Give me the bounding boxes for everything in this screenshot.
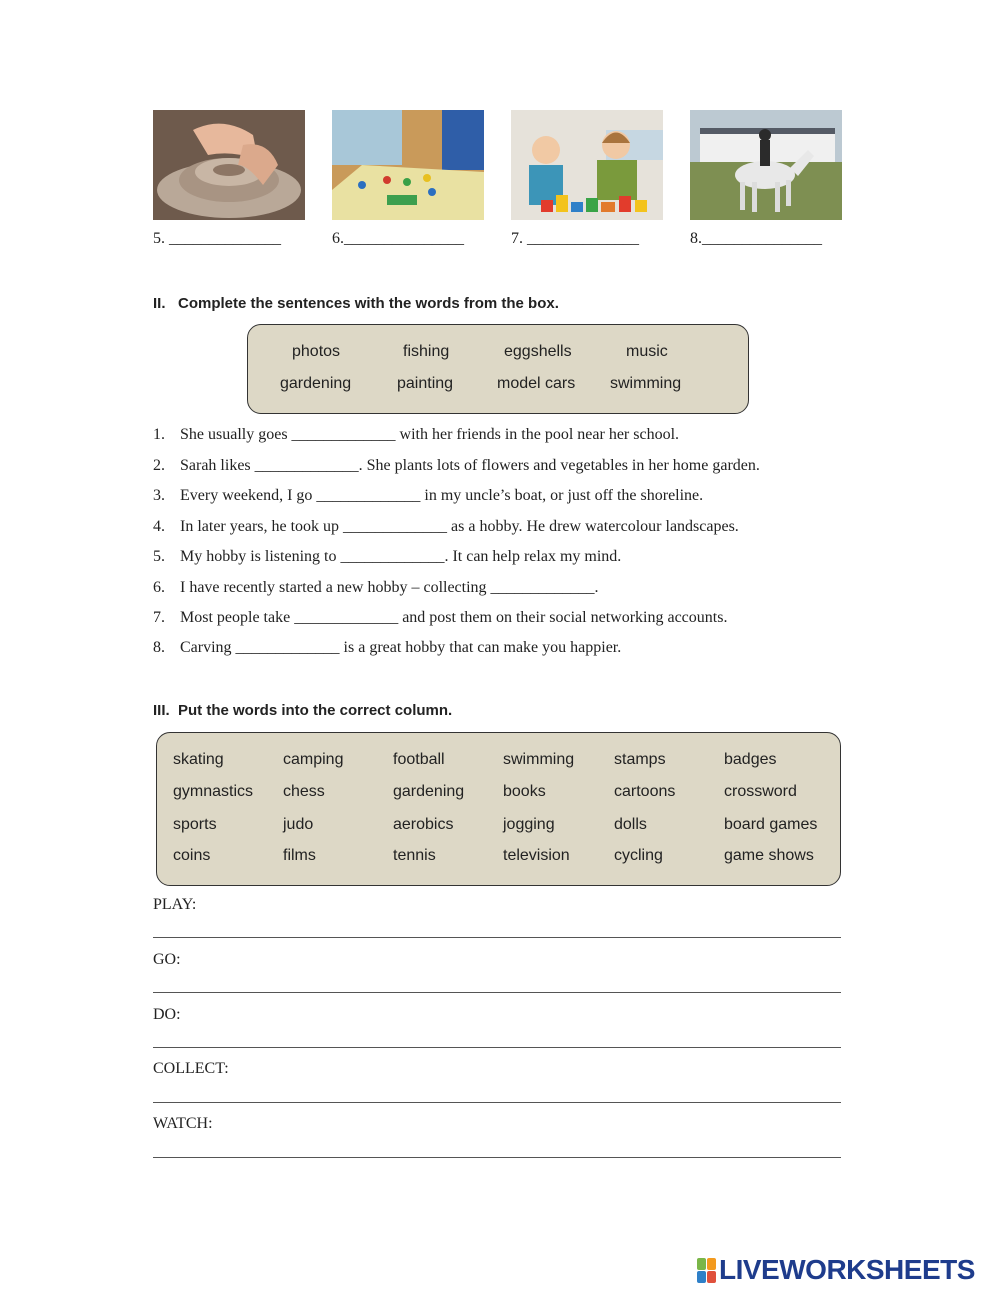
image-7-blank[interactable]: ______________ [523, 230, 639, 247]
word-box-item: football [393, 751, 445, 768]
image-6-label: 6._______________ [332, 230, 464, 247]
word-box-item: stamps [614, 751, 666, 768]
category-do: DO: [153, 1006, 181, 1023]
word-box-item: badges [724, 751, 777, 768]
sentence-5[interactable]: 5. My hobby is listening to _____________. It can help relax my mind. [153, 548, 622, 565]
word-box-item: photos [292, 343, 341, 360]
word-box-item: skating [173, 751, 224, 768]
image-5-blank[interactable]: ______________ [165, 230, 281, 247]
sentence-8[interactable]: 8. Carving _____________ is a great hobby that can make you happier. [153, 639, 622, 656]
sentence-2[interactable]: 2. Sarah likes _____________. She plants lots of flowers and vegetables in her home garden. [153, 457, 760, 474]
word-box-item: game shows [724, 847, 814, 864]
word-box-item: board games [724, 816, 818, 833]
word-box-item: swimming [503, 751, 575, 768]
sentence-3[interactable]: 3. Every weekend, I go _____________ in my uncle’s boat, or just off the shoreline. [153, 487, 704, 504]
section-3-word-box [156, 732, 841, 886]
word-box-item: tennis [393, 847, 436, 864]
board-game-image [332, 110, 484, 220]
word-box-item: coins [173, 847, 211, 864]
word-box-item: sports [173, 816, 217, 833]
word-box-item: fishing [403, 343, 450, 360]
answer-line-collect[interactable] [153, 1102, 841, 1103]
horse-riding-image [690, 110, 842, 220]
word-box-item: television [503, 847, 570, 864]
category-go: GO: [153, 951, 181, 968]
answer-line-go[interactable] [153, 992, 841, 993]
category-watch: WATCH: [153, 1115, 213, 1132]
answer-line-play[interactable] [153, 937, 841, 938]
sentence-1[interactable]: 1. She usually goes _____________ with her friends in the pool near her school. [153, 426, 680, 443]
word-box-item: cartoons [614, 783, 676, 800]
section-3-heading: III. Put the words into the correct column. [153, 702, 453, 719]
sentence-7[interactable]: 7. Most people take _____________ and post them on their social networking accounts. [153, 609, 728, 626]
word-box-item: gardening [280, 375, 352, 392]
pottery-image [153, 110, 305, 220]
image-8-blank[interactable]: _______________ [702, 230, 822, 247]
word-box-item: jogging [503, 816, 555, 833]
image-6-blank[interactable]: _______________ [344, 230, 464, 247]
building-blocks-image [511, 110, 663, 220]
word-box-item: crossword [724, 783, 797, 800]
word-box-item: aerobics [393, 816, 454, 833]
word-box-item: gardening [393, 783, 465, 800]
image-8-label: 8._______________ [690, 230, 822, 247]
word-box-item: swimming [610, 375, 682, 392]
answer-line-watch[interactable] [153, 1157, 841, 1158]
word-box-item: films [283, 847, 316, 864]
category-play: PLAY: [153, 896, 197, 913]
word-box-item: books [503, 783, 546, 800]
brand-name: LIVEWORKSHEETS [719, 1254, 975, 1285]
sentence-6[interactable]: 6. I have recently started a new hobby – collecting _____________. [153, 579, 599, 596]
word-box-item: judo [283, 816, 314, 833]
word-box-item: dolls [614, 816, 647, 833]
section-2-word-box [247, 324, 749, 414]
category-collect: COLLECT: [153, 1060, 229, 1077]
image-7-label: 7. ______________ [511, 230, 639, 247]
answer-line-do[interactable] [153, 1047, 841, 1048]
word-box-item: painting [397, 375, 454, 392]
liveworksheets-logo [697, 1255, 975, 1285]
sentence-4[interactable]: 4. In later years, he took up _____________ as a hobby. He drew watercolour landscapes. [153, 518, 739, 535]
word-box-item: eggshells [504, 343, 572, 360]
brand-mark-icon [697, 1258, 716, 1283]
section-2-heading: II. Complete the sentences with the words from the box. [153, 295, 559, 312]
word-box-item: camping [283, 751, 344, 768]
word-box-item: music [626, 343, 668, 360]
image-5-label: 5. ______________ [153, 230, 281, 247]
word-box-item: model cars [497, 375, 576, 392]
word-box-item: gymnastics [173, 783, 254, 800]
word-box-item: cycling [614, 847, 663, 864]
word-box-item: chess [283, 783, 325, 800]
